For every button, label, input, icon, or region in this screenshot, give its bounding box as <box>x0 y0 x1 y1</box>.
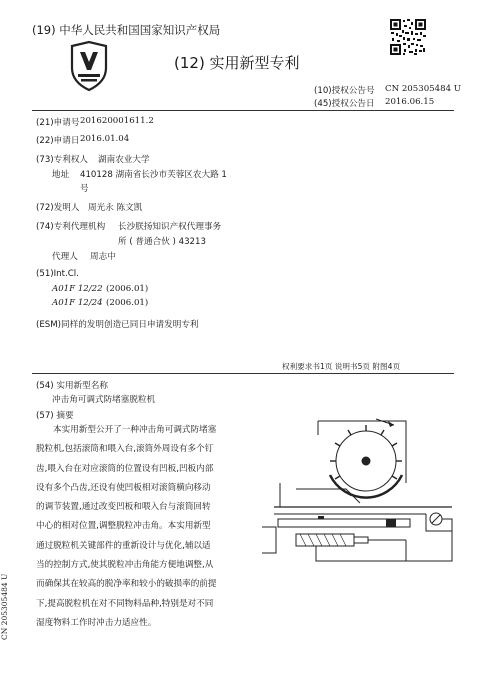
address-label: 地址 <box>52 170 70 180</box>
abstract-line: 当的控制方式,使其脱粒冲击角能方便地调整,从 <box>36 560 214 571</box>
abstract-line: 脱粒机,包括滚筒和喂入台,滚筒外周设有多个钉 <box>36 444 214 455</box>
ipc-year-2: (2006.01) <box>106 298 149 308</box>
abstract-line: 湿度物料工作时冲击力适应性。 <box>36 617 157 628</box>
document-type: (12) 实用新型专利 <box>174 54 300 72</box>
qr-code-icon <box>389 18 427 56</box>
application-number-label: (21)申请号 <box>36 118 80 128</box>
abstract-label: (57) 摘要 <box>36 411 74 421</box>
ipc-code-1: A01F 12/22 <box>52 284 103 294</box>
ipc-code-2: A01F 12/24 <box>52 298 103 308</box>
abstract-line: 下,提高脱粒机在对不同物料品种,特别是对不同 <box>36 598 214 609</box>
agent: 周志中 <box>90 252 116 262</box>
abstract-line: 而确保其在较高的脱净率和较小的破损率的前提 <box>36 579 217 590</box>
application-date-label: (22)申请日 <box>36 136 80 146</box>
abstract-text <box>36 421 216 633</box>
abstract-line: 中心的相对位置,调整脱粒冲击角。本实用新型 <box>36 521 211 532</box>
application-number: 201620001611.2 <box>80 116 154 126</box>
agency-line-2: 所 ( 普通合伙 ) 43213 <box>118 237 206 247</box>
patentee: 湖南农业大学 <box>98 155 150 165</box>
esm-note: (ESM)同样的发明创造已同日申请发明专利 <box>36 320 199 330</box>
section-rule <box>32 373 454 374</box>
issuing-office: (19) 中华人民共和国国家知识产权局 <box>32 23 221 37</box>
header-rule <box>32 110 454 111</box>
agent-label: 代理人 <box>52 252 78 262</box>
agency-line-1: 长沙朕扬知识产权代理事务 <box>118 222 222 232</box>
utility-model-title: 冲击角可调式防堵塞脱粒机 <box>52 395 156 405</box>
abstract-line: 通过脱粒机关键部件的重新设计与优化,辅以适 <box>36 540 211 551</box>
publication-number-label: (10)授权公告号 <box>314 86 375 96</box>
application-date: 2016.01.04 <box>80 134 130 144</box>
ipc-year-1: (2006.01) <box>106 284 149 294</box>
publication-date: 2016.06.15 <box>385 97 435 107</box>
side-publication-stamp: CN 205305484 U <box>0 573 9 640</box>
publication-date-label: (45)授权公告日 <box>314 99 375 109</box>
abstract-line: 本实用新型公开了一种冲击角可调式防堵塞 <box>53 425 217 435</box>
abstract-line: 设有多个凸齿,还设有使凹板相对滚筒横向移动 <box>36 482 211 493</box>
title-label: (54) 实用新型名称 <box>36 381 108 391</box>
inventors: 周光永 陈文凯 <box>88 203 143 213</box>
concave-plate <box>330 475 402 498</box>
address-line-2: 号 <box>80 184 89 194</box>
publication-number: CN 205305484 U <box>385 84 462 94</box>
ipc-label: (51)Int.Cl. <box>36 269 79 279</box>
abstract-line: 的调节装置,通过改变凹板和喂入台与滚筒回转 <box>36 502 211 513</box>
page-stats: 权利要求书1页 说明书5页 附图4页 <box>282 362 401 371</box>
abstract-line: 齿,喂入台在对应滚筒的位置设有凹板,凹板内部 <box>36 463 214 474</box>
thresher-drawing <box>256 415 456 575</box>
inventor-label: (72)发明人 <box>36 203 80 213</box>
agency-label: (74)专利代理机构 <box>36 222 106 232</box>
patentee-label: (73)专利权人 <box>36 155 89 165</box>
cnipa-logo-icon <box>66 40 112 92</box>
address-line-1: 410128 湖南省长沙市芙蓉区农大路 1 <box>80 170 227 180</box>
